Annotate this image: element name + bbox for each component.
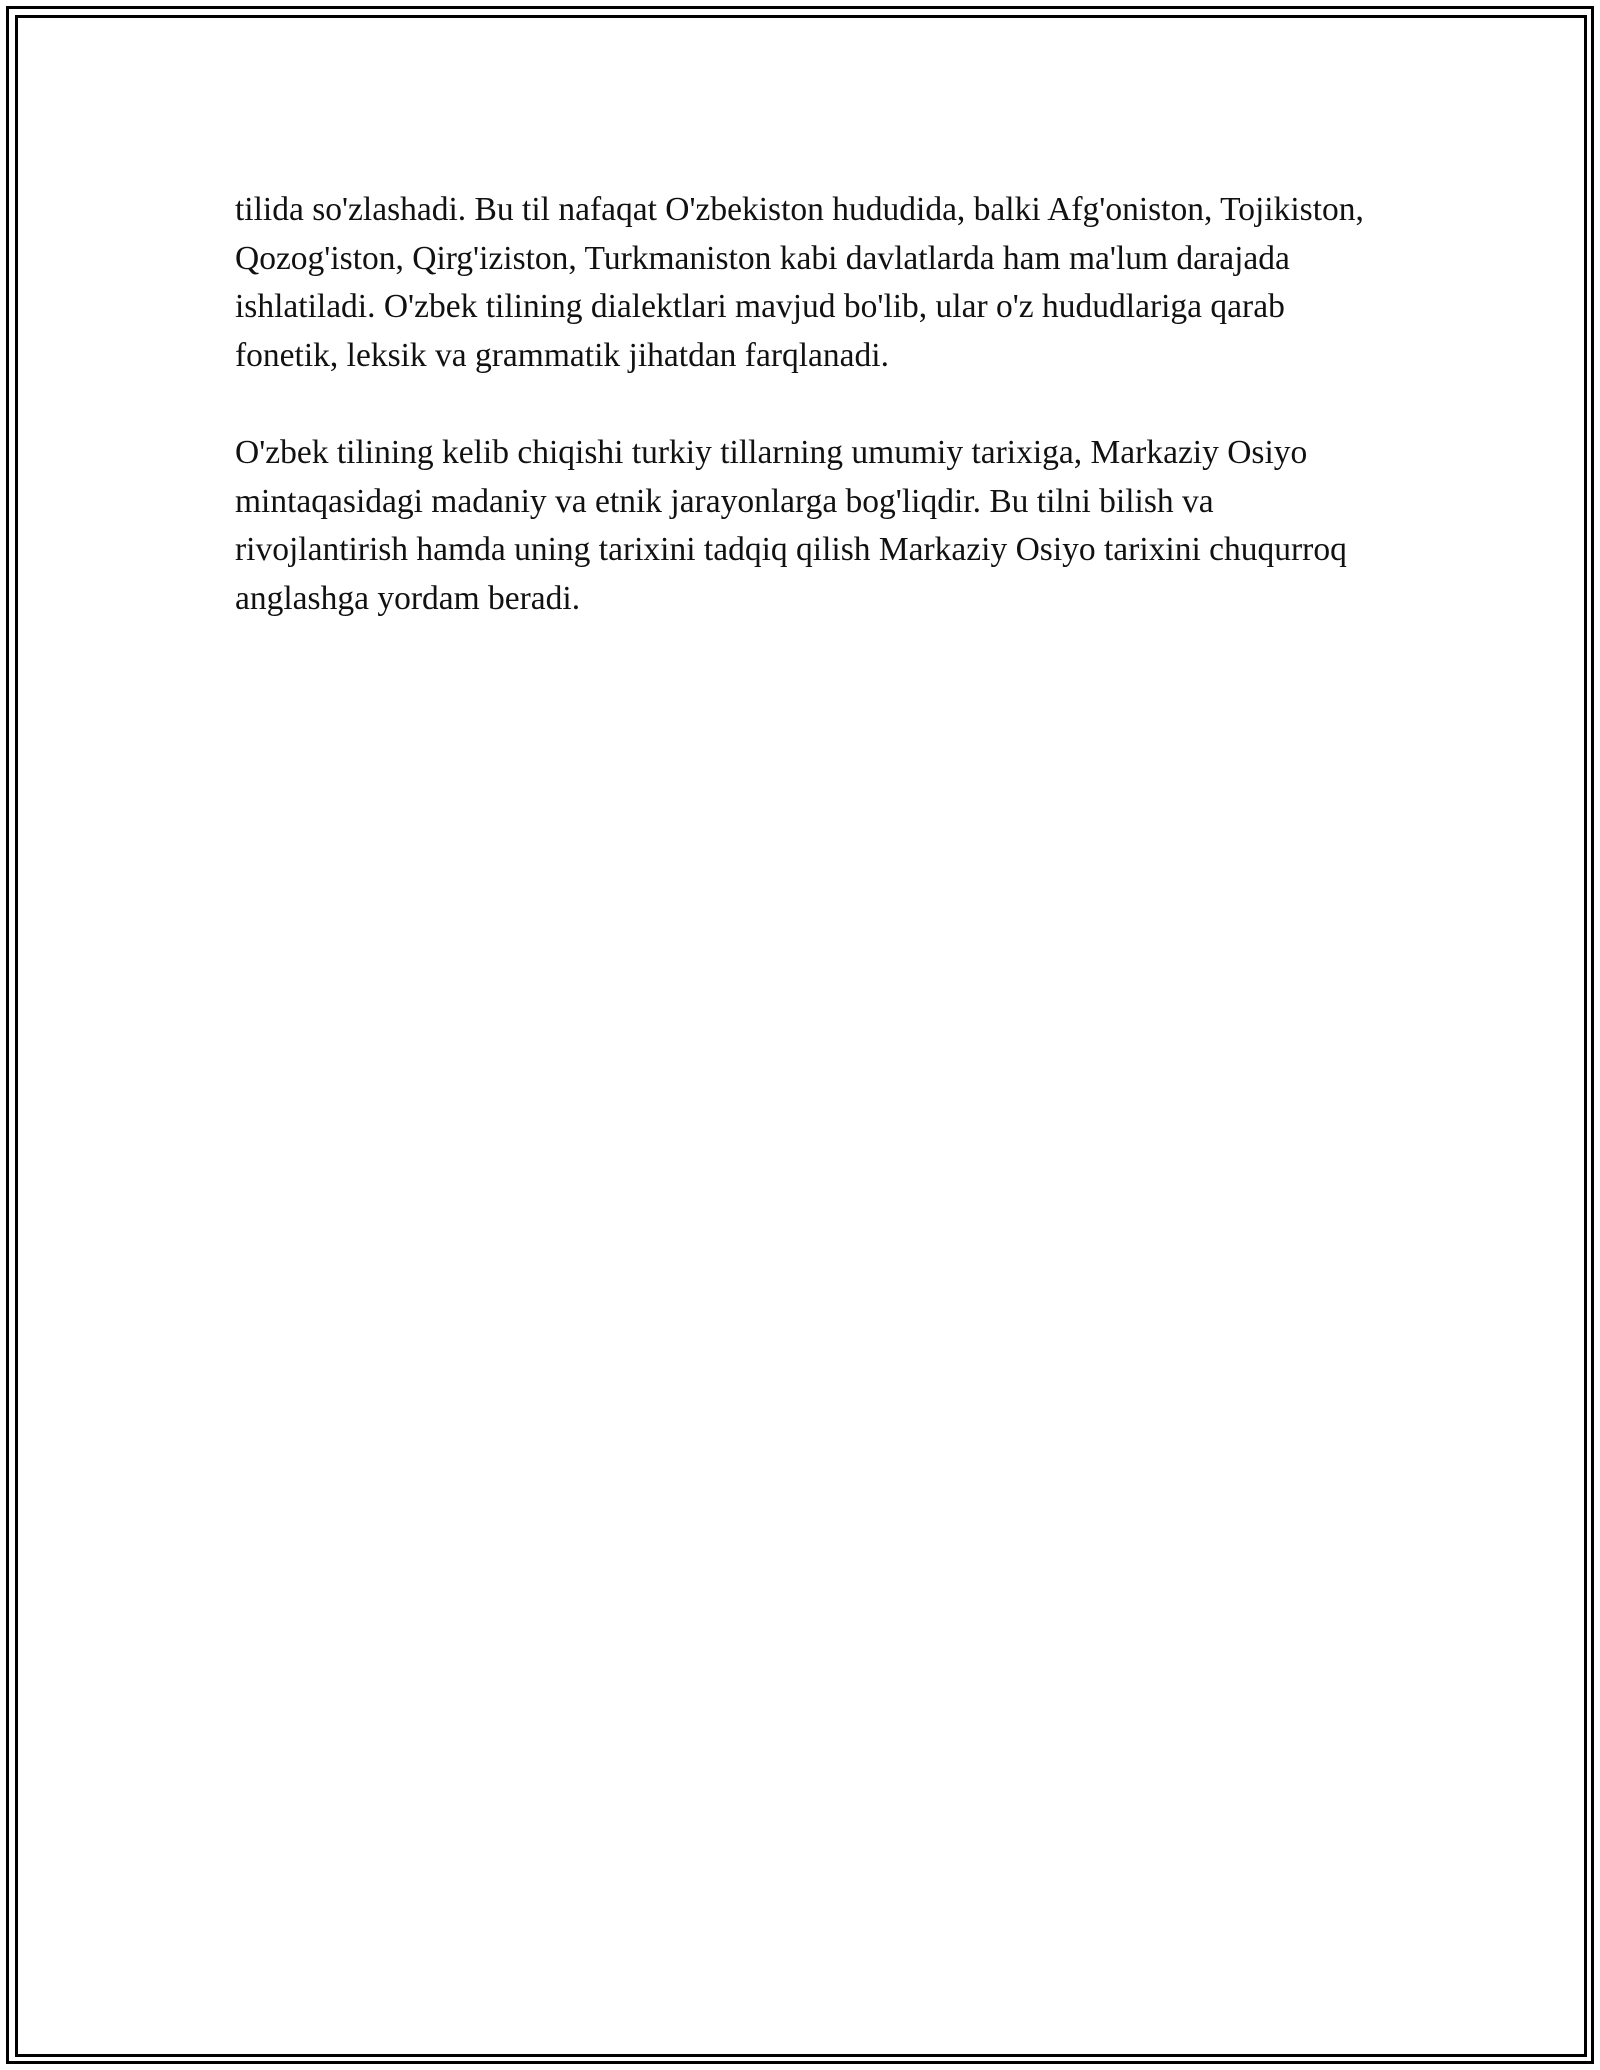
paragraph-2: O'zbek tilining kelib chiqishi turkiy tillarning umumiy tarixiga, Markaziy Osiyo mintaqasidagi madaniy va etnik jarayonlarga bog'liqdir. Bu tilni bilish va rivojlantirish hamda uning tarixini tadqiq qilish Markaziy Osiyo tarixini chuqurroq anglashga yordam beradi. [235,434,1347,617]
document-body [235,186,1365,623]
paragraph-1: tilida so'zlashadi. Bu til nafaqat O'zbekiston hududida, balki Afg'oniston, Tojikiston, Qozog'iston, Qirg'iziston, Turkmaniston kabi davlatlarda ham ma'lum darajada ishlatiladi. O'zbek tilining dialektlari mavjud bo'lib, ular o'z hududlariga qarab fonetik, leksik va grammatik jihatdan farqlanadi. [235,191,1364,374]
